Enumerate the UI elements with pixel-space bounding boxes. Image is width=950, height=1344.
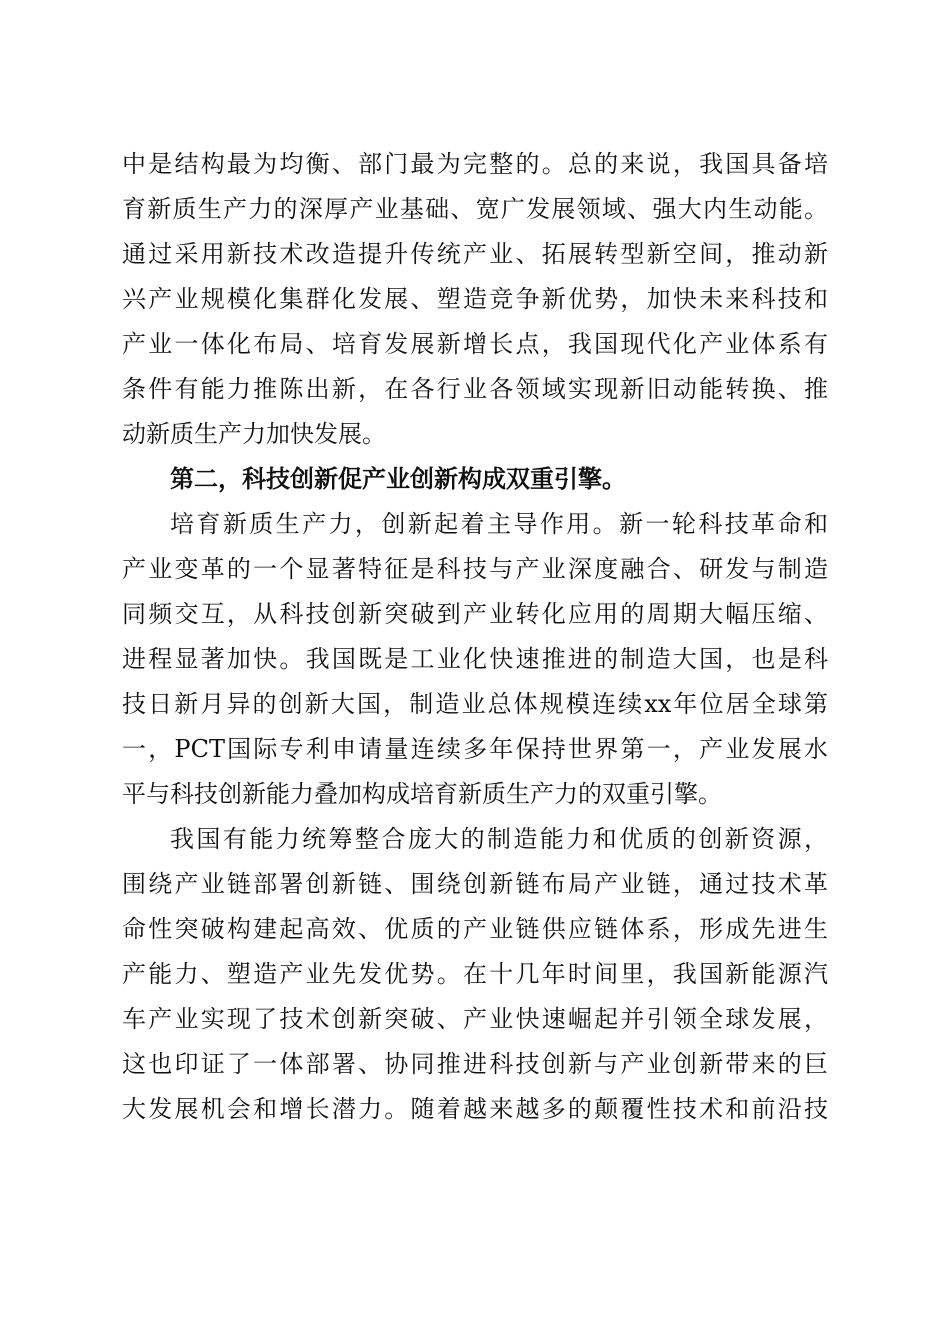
paragraph-line: 动新质生产力加快发展。	[122, 420, 386, 448]
paragraph-line: 技日新月异的创新大国，制造业总体规模连续xx年位居全球第	[122, 690, 828, 718]
paragraph-line: 培育新质生产力，创新起着主导作用。新一轮科技革命和	[170, 510, 828, 538]
paragraph-line: 条件有能力推陈出新，在各行业各领域实现新旧动能转换、推	[122, 375, 828, 403]
paragraph-line: 平与科技创新能力叠加构成培育新质生产力的双重引擎。	[122, 780, 722, 808]
paragraph-line: 产能力、塑造产业先发优势。在十几年时间里，我国新能源汽	[122, 960, 828, 988]
paragraph-line: 大发展机会和增长潜力。随着越来越多的颠覆性技术和前沿技	[122, 1095, 828, 1123]
paragraph-line: 通过采用新技术改造提升传统产业、拓展转型新空间，推动新	[122, 240, 828, 268]
paragraph-line: 兴产业规模化集群化发展、塑造竞争新优势，加快未来科技和	[122, 285, 828, 313]
paragraph-line: 一，PCT国际专利申请量连续多年保持世界第一，产业发展水	[122, 735, 828, 763]
section-heading: 第二，科技创新促产业创新构成双重引擎。	[170, 464, 626, 493]
paragraph-line: 进程显著加快。我国既是工业化快速推进的制造大国，也是科	[122, 645, 828, 673]
paragraph-line: 同频交互，从科技创新突破到产业转化应用的周期大幅压缩、	[122, 600, 828, 628]
paragraph-line: 围绕产业链部署创新链、围绕创新链布局产业链，通过技术革	[122, 870, 828, 898]
paragraph-line: 命性突破构建起高效、优质的产业链供应链体系，形成先进生	[122, 915, 828, 943]
paragraph-line: 育新质生产力的深厚产业基础、宽广发展领域、强大内生动能。	[122, 195, 828, 223]
paragraph-line: 中是结构最为均衡、部门最为完整的。总的来说，我国具备培	[122, 150, 828, 178]
paragraph-line: 产业一体化布局、培育发展新增长点，我国现代化产业体系有	[122, 330, 828, 358]
paragraph-line: 这也印证了一体部署、协同推进科技创新与产业创新带来的巨	[122, 1050, 828, 1078]
paragraph-line: 产业变革的一个显著特征是科技与产业深度融合、研发与制造	[122, 555, 828, 583]
paragraph-line: 我国有能力统筹整合庞大的制造能力和优质的创新资源，	[170, 825, 828, 853]
paragraph-line: 车产业实现了技术创新突破、产业快速崛起并引领全球发展，	[122, 1005, 828, 1033]
